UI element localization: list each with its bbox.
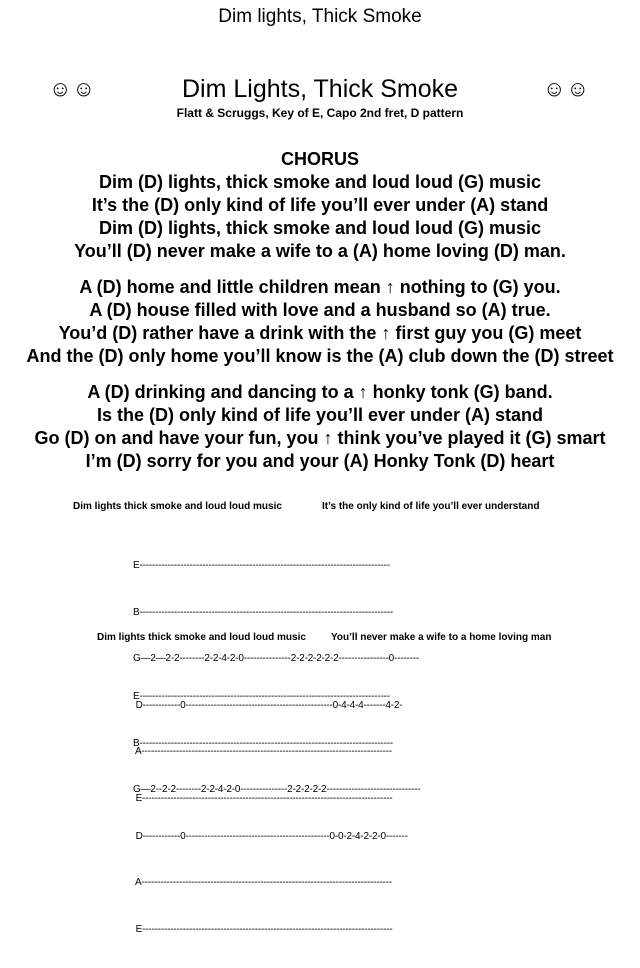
tab-string-line: E-------------------------------------------------------------------------------- (133, 923, 393, 935)
tab-caption-right: It’s the only kind of life you’ll ever understand (322, 501, 540, 512)
verse-line: You’d (D) rather have a drink with the ↑ first guy you (G) meet (58, 323, 582, 343)
tab-string-line: E-------------------------------------------------------------------------------- (133, 792, 393, 804)
verse-line: Is the (D) only kind of life you’ll ever under (A) stand (96, 405, 544, 425)
chorus-line: Dim (D) lights, thick smoke and loud loud (G) music (98, 172, 542, 192)
verse-line: Go (D) on and have your fun, you ↑ think you’ve played it (G) smart (34, 428, 606, 448)
smiley-icons-left: ☺☺ (49, 76, 96, 101)
tab-string-line: A-------------------------------------------------------------------------------- (133, 746, 392, 757)
verse-2-section (0, 381, 640, 473)
smiley-icons-right: ☺☺ (543, 76, 590, 101)
verse-line: A (D) home and little children mean ↑ nothing to (G) you. (79, 277, 561, 297)
verse-line: A (D) drinking and dancing to a ↑ honky tonk (G) band. (87, 382, 553, 402)
verse-line: A (D) house filled with love and a husband so (A) true. (89, 300, 551, 320)
tab-string-line: B--------------------------------------------------------------------------------- (133, 737, 394, 749)
document-title: Dim lights, Thick Smoke (218, 6, 422, 27)
chorus-line: It’s the (D) only kind of life you’ll ever under (A) stand (91, 195, 549, 215)
chorus-line: You’ll (D) never make a wife to a (A) home loving (D) man. (74, 241, 566, 261)
song-title: Dim Lights, Thick Smoke (181, 75, 458, 103)
tab-string-line: D------------0-----------------------------------------------0-4-4-4-------4-2- (133, 699, 403, 711)
chorus-heading: CHORUS (280, 149, 359, 169)
song-subtitle: Flatt & Scruggs, Key of E, Capo 2nd fret, D pattern (176, 106, 464, 120)
verse-1-section (0, 276, 640, 368)
tab-string-line: E-------------------------------------------------------------------------------- (133, 691, 390, 702)
verse-line: I’m (D) sorry for you and your (A) Honky Tonk (D) heart (85, 451, 555, 471)
tab-string-line: G—2--2-2--------2-2-4-2-0---------------2-2-2-2-2------------------------------ (133, 784, 421, 795)
tab-caption-left: Dim lights thick smoke and loud loud music (73, 501, 282, 512)
chorus-line: Dim (D) lights, thick smoke and loud loud (G) music (98, 218, 542, 238)
tab-string-line: G—2—2-2--------2-2-4-2-0---------------2-2-2-2-2-2----------------0-------- (133, 653, 420, 664)
tab-string-line: D------------0----------------------------------------------0-0-2-4-2-2-0------- (133, 830, 408, 842)
tab-caption-right: You’ll never make a wife to a home loving man (331, 632, 552, 643)
tab-string-line: B--------------------------------------------------------------------------------- (133, 606, 394, 618)
tablature-staff (133, 658, 420, 968)
tab-string-line: A-------------------------------------------------------------------------------- (133, 877, 392, 888)
chorus-section (0, 148, 640, 263)
tab-string-line: E-------------------------------------------------------------------------------- (133, 560, 390, 571)
verse-line: And the (D) only home you’ll know is the (A) club down the (D) street (26, 346, 614, 366)
tab-caption-left: Dim lights thick smoke and loud loud music (97, 632, 306, 643)
